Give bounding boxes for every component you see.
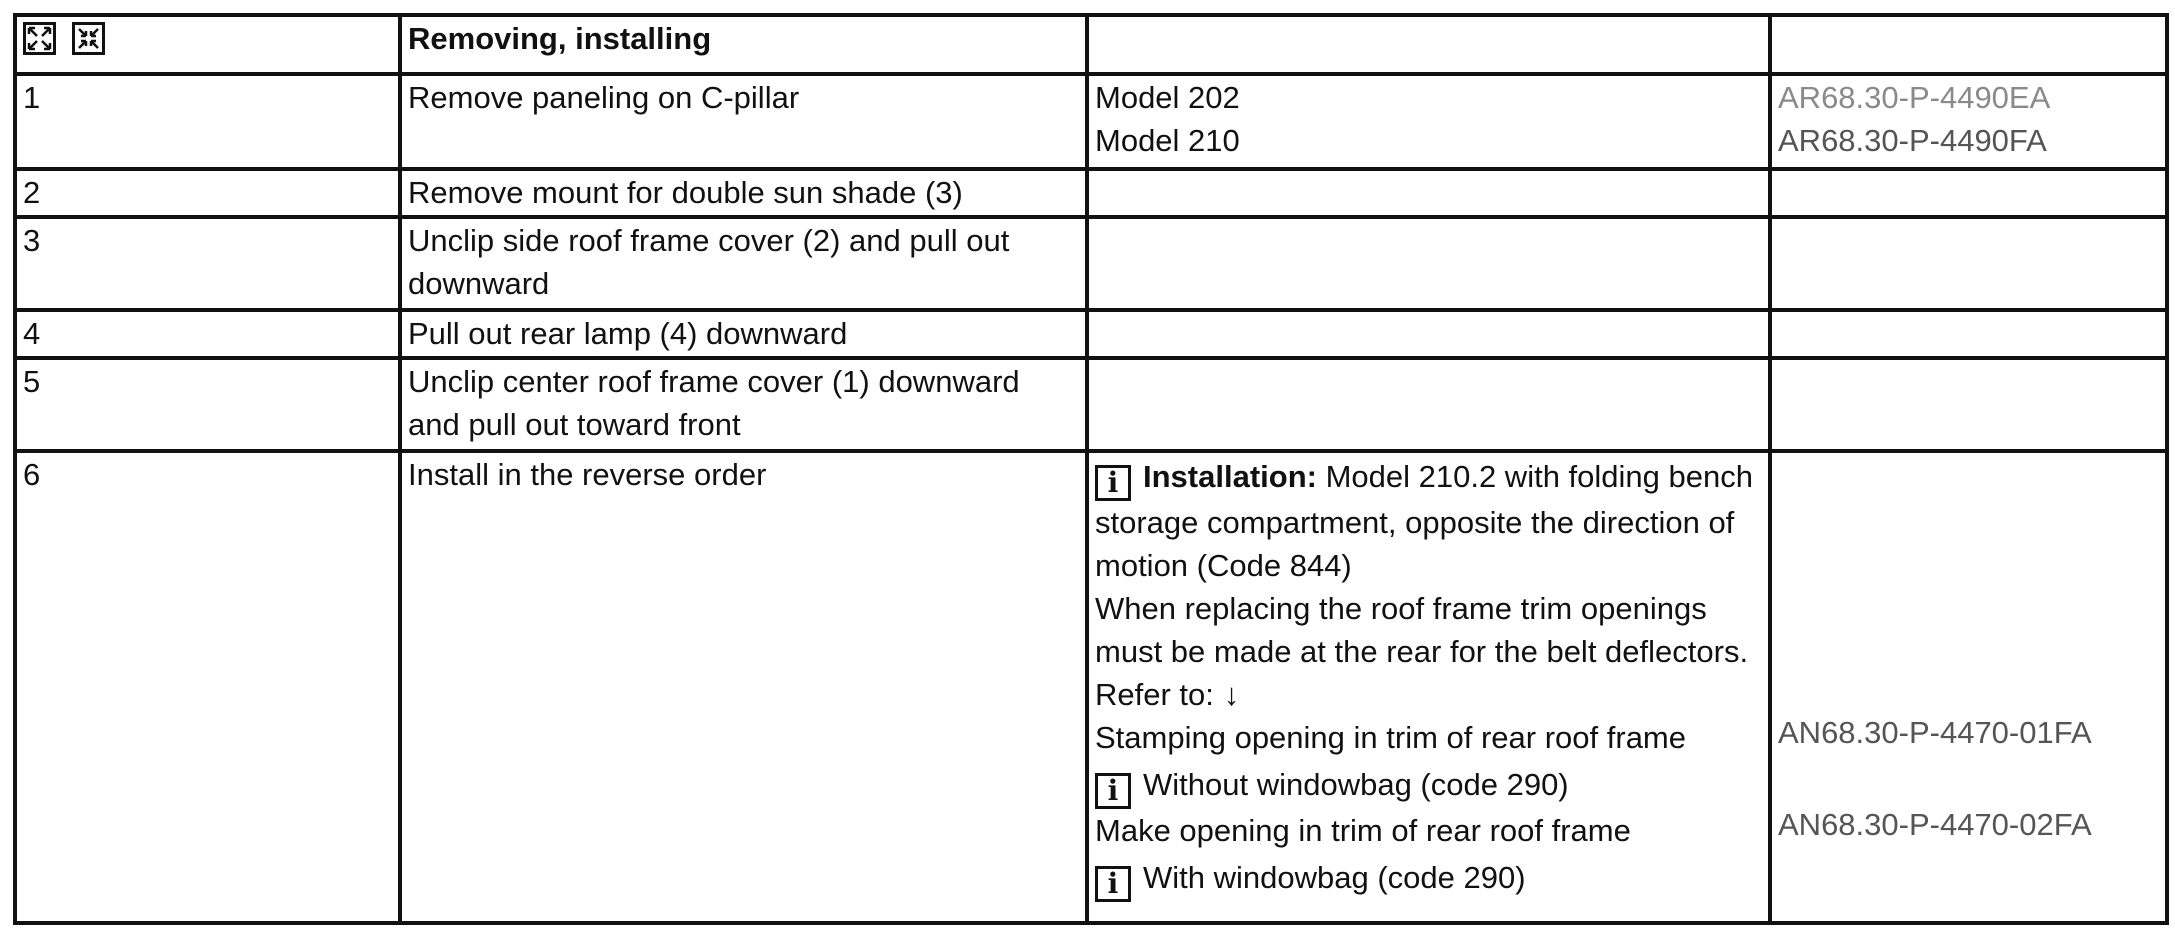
header-empty-cell <box>1087 15 1770 74</box>
step-number: 5 <box>15 358 400 451</box>
step-notes <box>1087 358 1770 451</box>
step-notes <box>1087 310 1770 358</box>
step-refs <box>1770 169 2167 217</box>
step-refs <box>1770 451 2167 923</box>
step-row <box>15 310 2167 358</box>
info-icon: i <box>1095 773 1131 809</box>
step-action: Pull out rear lamp (4) downward <box>400 310 1087 358</box>
step-action: Remove paneling on C-pillar <box>400 74 1087 169</box>
step-action: Install in the reverse order <box>400 451 1087 923</box>
step-refs <box>1770 310 2167 358</box>
model-note: Model 210 <box>1095 123 1240 158</box>
reference-link[interactable]: AN68.30-P-4470-01FA <box>1778 715 2092 750</box>
info-icon: i <box>1095 465 1131 501</box>
step-refs <box>1770 217 2167 310</box>
step-notes <box>1087 451 1770 923</box>
header-empty-cell <box>1770 15 2167 74</box>
step-number: 4 <box>15 310 400 358</box>
step-action: Unclip side roof frame cover (2) and pull out downward <box>400 217 1087 310</box>
collapse-icon[interactable] <box>72 22 105 55</box>
reference-link[interactable]: AN68.30-P-4470-02FA <box>1778 807 2092 842</box>
header-icons-cell <box>15 15 400 74</box>
info-icon: i <box>1095 866 1131 902</box>
step-refs <box>1770 74 2167 169</box>
step-row <box>15 358 2167 451</box>
step-refs <box>1770 358 2167 451</box>
section-title: Removing, installing <box>400 15 1087 74</box>
step-action: Unclip center roof frame cover (1) downward and pull out toward front <box>400 358 1087 451</box>
expand-icon[interactable] <box>23 22 56 55</box>
reference-link[interactable]: AR68.30-P-4490FA <box>1778 123 2047 158</box>
arrow-down-icon: ↓ <box>1223 677 1240 712</box>
step-number: 1 <box>15 74 400 169</box>
step-number: 3 <box>15 217 400 310</box>
step-number: 2 <box>15 169 400 217</box>
installation-text: Model 210.2 with folding bench storage compartment, opposite the direction of motion (Code 844) <box>1095 459 1753 583</box>
step-row <box>15 169 2167 217</box>
step-row <box>15 217 2167 310</box>
step-action: Remove mount for double sun shade (3) <box>400 169 1087 217</box>
model-note: Model 202 <box>1095 80 1240 115</box>
step-notes <box>1087 169 1770 217</box>
step-notes <box>1087 74 1770 169</box>
step-row <box>15 74 2167 169</box>
without-windowbag-note: Without windowbag (code 290) <box>1143 767 1569 802</box>
step-notes <box>1087 217 1770 310</box>
stamping-opening-text: Stamping opening in trim of rear roof frame <box>1095 720 1686 755</box>
step-number: 6 <box>15 451 400 923</box>
reference-link[interactable]: AR68.30-P-4490EA <box>1778 80 2051 115</box>
replacing-note: When replacing the roof frame trim openings must be made at the rear for the belt deflectors. Refer to: <box>1095 591 1749 712</box>
procedure-table <box>13 13 2169 925</box>
with-windowbag-note: With windowbag (code 290) <box>1143 860 1526 895</box>
header-row <box>15 15 2167 74</box>
step-row <box>15 451 2167 923</box>
installation-label: Installation: <box>1143 459 1317 494</box>
make-opening-text: Make opening in trim of rear roof frame <box>1095 813 1631 848</box>
